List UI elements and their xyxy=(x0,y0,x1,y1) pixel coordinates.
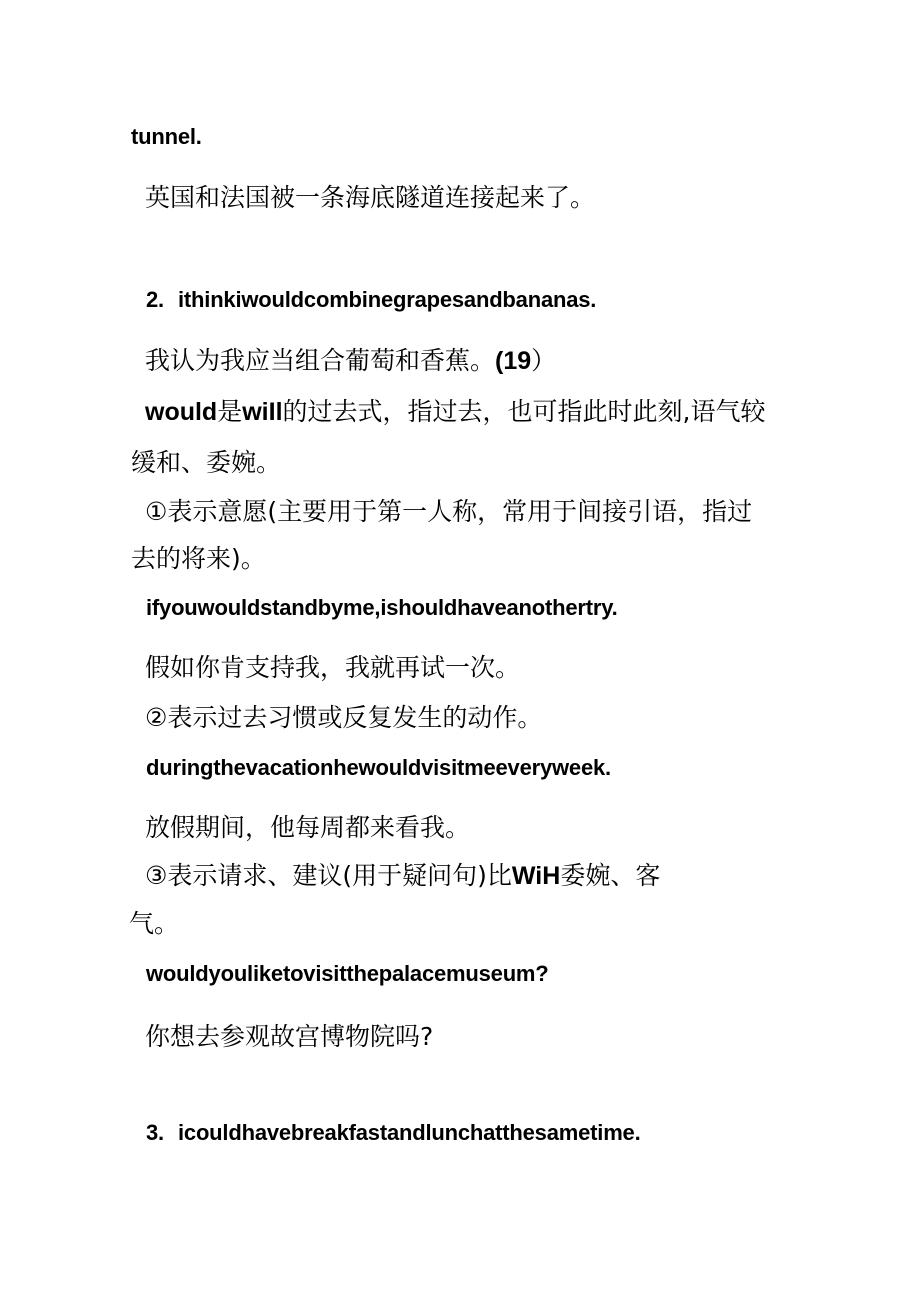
example-2-sentence: duringthevacationhewouldvisitmeeveryweek. xyxy=(146,755,611,780)
item-2-translation xyxy=(145,348,556,374)
point-3-line-1 xyxy=(145,863,660,889)
item-2-text: ithinkiwouldcombinegrapesandbananas. xyxy=(178,287,597,312)
item-2-translation-text: 我认为我应当组合葡萄和香蕉。 xyxy=(145,346,496,375)
example-1-sentence: ifyouwouldstandbyme,ishouldhaveanothertry. xyxy=(146,595,618,620)
item-3-text: icouldhavebreakfastandlunchatthesametime. xyxy=(178,1120,641,1145)
point-3-text-b: 委婉、客 xyxy=(560,861,661,890)
text-line-tunnel: tunnel. xyxy=(131,124,202,149)
item-3-number: 3. xyxy=(146,1120,164,1145)
example-3-translation: 你想去参观故宫博物院吗? xyxy=(145,1022,434,1051)
point-1-line-1: ①表示意愿(主要用于第一人称，常用于间接引语，指过 xyxy=(145,497,753,526)
will-word: wiIl xyxy=(242,398,283,426)
example-1-translation: 假如你肯支持我，我就再试一次。 xyxy=(145,653,521,682)
item-3-sentence xyxy=(146,1122,641,1144)
would-explanation-line-1 xyxy=(145,399,765,425)
example-3-sentence: wouldyouliketovisitthepalacemuseum? xyxy=(146,961,549,986)
would-explanation-line-2: 缓和、委婉。 xyxy=(131,448,282,477)
item-2-number: 2. xyxy=(146,287,164,312)
point-3-line-2: 气。 xyxy=(129,909,180,938)
item-2-reference: (19 xyxy=(495,347,532,375)
point-2: ②表示过去习惯或反复发生的动作。 xyxy=(145,703,543,732)
item-2-sentence xyxy=(146,289,596,311)
point-3-will-word: WiH xyxy=(511,862,561,890)
point-3-text-a: ③表示请求、建议(用于疑问句)比 xyxy=(145,861,512,890)
would-word: would xyxy=(145,398,218,426)
point-1-line-2: 去的将来)。 xyxy=(131,544,266,573)
example-2-translation: 放假期间，他每周都来看我。 xyxy=(145,813,471,842)
text-line-tunnel-translation: 英国和法国被一条海底隧道连接起来了。 xyxy=(145,183,596,212)
would-text-a: 是 xyxy=(217,397,243,426)
item-2-reference-close: ） xyxy=(531,346,557,375)
would-text-b: 的过去式，指过去，也可指此时此刻,语气较 xyxy=(282,397,766,426)
